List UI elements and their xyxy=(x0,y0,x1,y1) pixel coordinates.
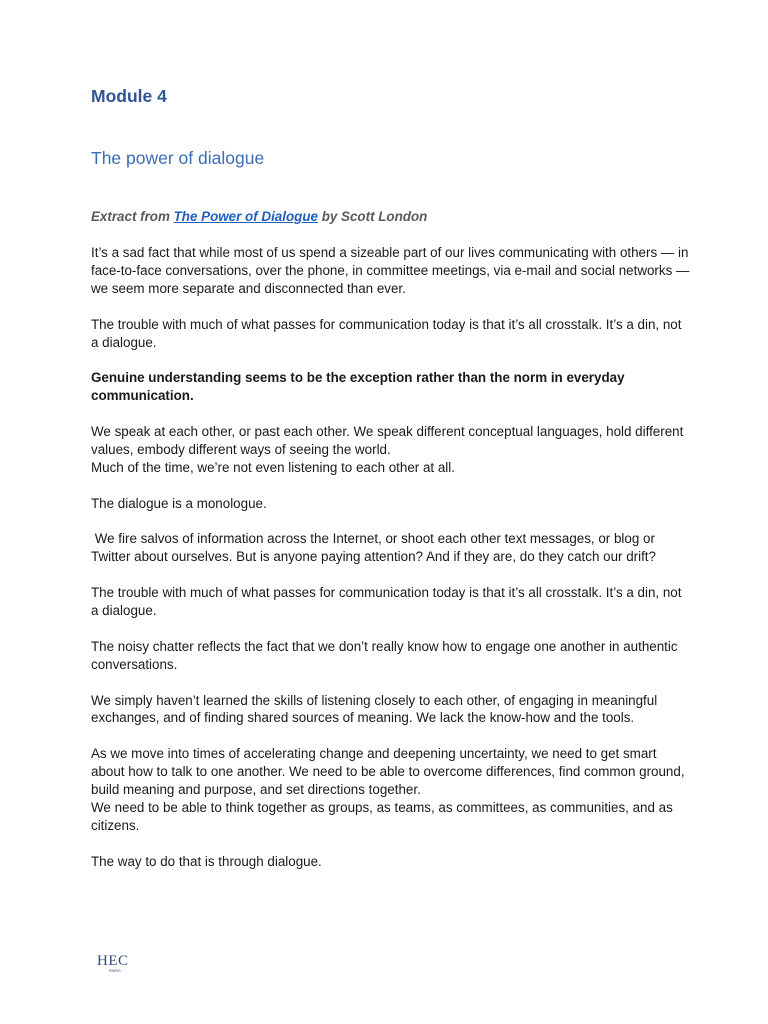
paragraph-line: As we move into times of accelerating change and deepening uncertainty, we need to get smart about how to talk to one another. We need to be able to overcome differences, find common ground, build meaning and purpose, and set directions together. xyxy=(91,746,685,798)
module-heading: Module 4 xyxy=(91,86,167,106)
source-link[interactable]: The Power of Dialogue xyxy=(173,209,318,224)
paragraph xyxy=(91,423,691,477)
paragraph: We fire salvos of information across the Internet, or shoot each other text messages, or blog or Twitter about ourselves. But is anyone paying attention? And if they are, do they catch our drift? xyxy=(91,531,656,565)
page-subtitle: The power of dialogue xyxy=(91,148,265,168)
extract-prefix: Extract from xyxy=(91,209,170,224)
paragraph-line: Much of the time, we’re not even listening to each other at all. xyxy=(91,459,455,475)
paragraph: The trouble with much of what passes for communication today is that it’s all crosstalk. It’s a din, not a dialogue. xyxy=(91,585,682,619)
bold-paragraph: Genuine understanding seems to be the exception rather than the norm in everyday communication. xyxy=(91,370,625,404)
paragraph: The dialogue is a monologue. xyxy=(91,495,267,511)
logo-subtext: PARIS xyxy=(109,968,121,973)
article-body xyxy=(91,244,691,888)
paragraph: The noisy chatter reflects the fact that we don’t really know how to engage one another in authentic conversations. xyxy=(91,638,678,672)
paragraph: The way to do that is through dialogue. xyxy=(91,853,322,869)
extract-source xyxy=(91,209,427,224)
paragraph xyxy=(91,745,691,835)
paragraph: It’s a sad fact that while most of us spend a sizeable part of our lives communicating with others — in face-to-face conversations, over the phone, in committee meetings, via e-mail and social networks — we seem more separate and disconnected than ever. xyxy=(91,245,690,296)
extract-author: by Scott London xyxy=(321,209,428,224)
paragraph: We simply haven’t learned the skills of listening closely to each other, of engaging in meaningful exchanges, and of finding shared sources of meaning. We lack the know-how and the tools. xyxy=(91,692,658,726)
hec-logo xyxy=(95,949,135,975)
logo-text: HEC xyxy=(97,953,129,969)
paragraph-line: We speak at each other, or past each other. We speak different conceptual languages, hold different values, embody different ways of seeing the world. xyxy=(91,424,684,457)
paragraph: The trouble with much of what passes for communication today is that it’s all crosstalk. It’s a din, not a dialogue. xyxy=(91,316,682,350)
paragraph-line: We need to be able to think together as groups, as teams, as committees, as communities, and as citizens. xyxy=(91,799,673,833)
